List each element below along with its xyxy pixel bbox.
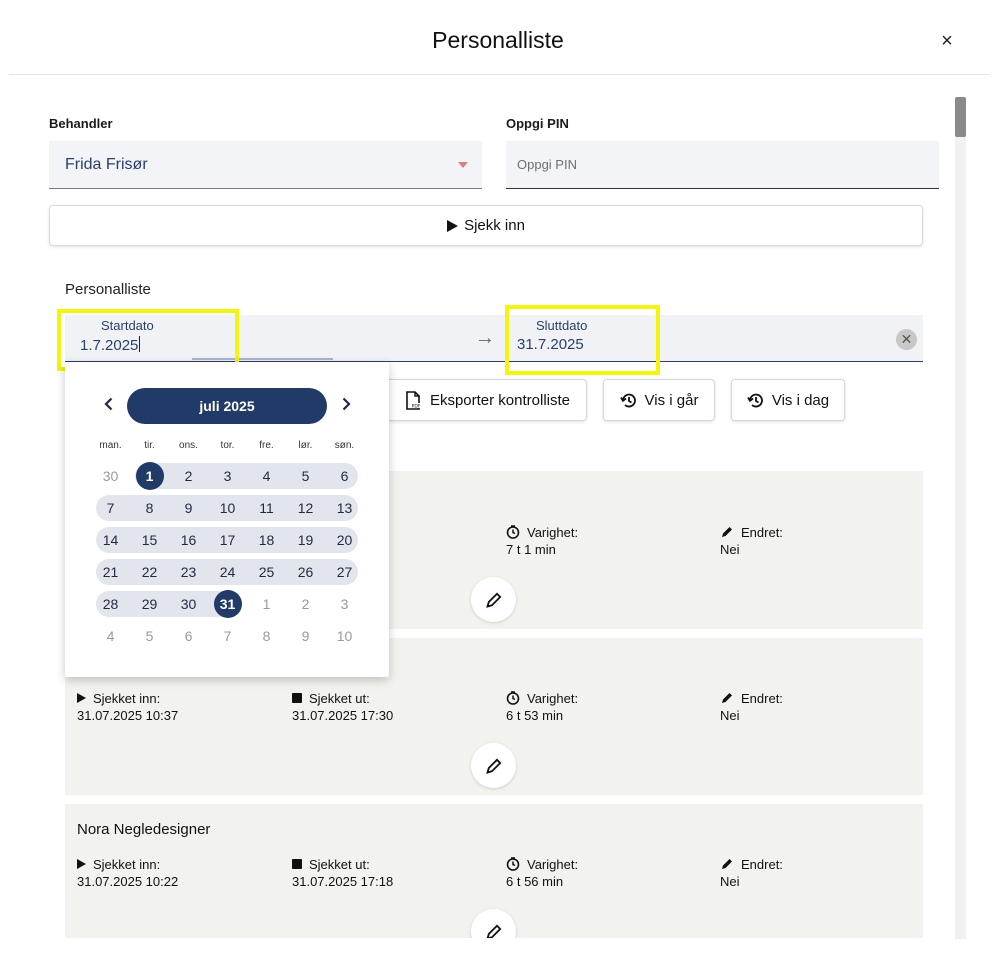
changed-label: Endret: [741,856,783,872]
edit-entry-button[interactable] [471,743,516,788]
calendar-day[interactable]: 22 [141,564,158,580]
duration-column [506,855,578,889]
calendar-day[interactable]: 4 [106,628,115,644]
checked-in-label: Sjekket inn: [93,690,161,706]
check-in-label: Sjekk inn [464,217,525,234]
calendar-day[interactable]: 3 [223,468,232,484]
checked-out-column [292,855,393,889]
timer-icon [506,525,520,539]
duration-column [506,689,578,723]
calendar-day[interactable]: 23 [180,564,197,580]
play-icon [77,859,86,869]
changed-label: Endret: [741,524,783,540]
calendar-day[interactable]: 7 [223,628,232,644]
calendar-day[interactable]: 14 [102,532,119,548]
duration-column [506,523,578,557]
checked-out-value: 31.07.2025 17:18 [292,874,394,889]
export-checklist-label: Eksporter kontrolliste [429,391,570,409]
scrollbar[interactable] [955,97,966,939]
pin-label: Oppgi PIN [506,116,569,131]
calendar-day[interactable]: 12 [297,500,314,516]
clear-icon[interactable]: ✕ [896,329,917,350]
duration-value: 6 t 56 min [506,874,564,889]
calendar-day[interactable]: 2 [301,596,310,612]
calendar-day[interactable]: 9 [184,500,193,516]
end-date-input[interactable]: 31.7.2025 [517,336,584,353]
calendar-day[interactable]: 29 [141,596,158,612]
calendar-day[interactable]: 20 [336,532,353,548]
pencil-icon [720,525,734,539]
history-icon [620,392,637,409]
calendar-day[interactable]: 15 [141,532,158,548]
calendar-day[interactable]: 28 [102,596,119,612]
behandler-label: Behandler [49,116,113,131]
changed-value: Nei [720,542,740,557]
calendar-day[interactable]: 8 [145,500,154,516]
changed-value: Nei [720,708,740,723]
changed-value: Nei [720,874,740,889]
weekday-header: ons. [179,440,198,451]
start-date-label: Startdato [101,318,154,333]
history-icon [747,392,764,409]
calendar-day[interactable]: 1 [262,596,271,612]
pdf-file-icon [405,391,422,410]
calendar-day[interactable]: 19 [297,532,314,548]
calendar-day[interactable]: 6 [340,468,349,484]
modal-title: Personalliste [432,27,564,53]
weekday-header: man. [99,440,122,451]
calendar-day[interactable]: 30 [180,596,197,612]
pencil-icon [485,923,503,939]
weekday-header: tor. [220,440,235,451]
pencil-icon [485,591,503,609]
calendar-day[interactable]: 7 [106,500,115,516]
svg-text:PDF: PDF [411,404,421,409]
calendar-day[interactable]: 3 [340,596,349,612]
behandler-value: Frida Frisør [65,156,148,173]
scrollbar-thumb[interactable] [955,97,966,137]
calendar-day[interactable]: 4 [262,468,271,484]
calendar-day[interactable]: 13 [336,500,353,516]
arrow-right-icon: → [475,327,495,349]
stop-icon [292,693,302,703]
changed-column [720,523,783,557]
checked-in-column [77,855,178,889]
weekday-header: tir. [144,440,155,451]
edit-entry-button[interactable] [471,909,516,938]
calendar-day[interactable]: 30 [102,468,119,484]
behandler-select[interactable] [49,141,482,189]
calendar-day[interactable]: 9 [301,628,310,644]
month-year-button[interactable]: juli 2025 [127,388,327,424]
calendar-day[interactable]: 31 [219,596,236,612]
pencil-icon [485,757,503,775]
duration-value: 6 t 53 min [506,708,564,723]
chevron-left-icon[interactable] [99,394,119,414]
stop-icon [292,859,302,869]
edit-entry-button[interactable] [471,577,516,622]
changed-label: Endret: [741,690,783,706]
checked-in-label: Sjekket inn: [93,856,161,872]
calendar-day[interactable]: 21 [102,564,119,580]
calendar-day[interactable]: 10 [336,628,353,644]
personalliste-title: Personalliste [65,281,151,298]
calendar-day[interactable]: 25 [258,564,275,580]
employee-name: Nora Negledesigner [77,821,211,838]
check-in-button[interactable] [49,205,923,246]
show-yesterday-label: Vis i går [644,391,699,409]
show-today-button[interactable] [731,379,845,421]
date-picker-popup [65,362,389,677]
checked-in-column [77,689,178,723]
changed-column [720,689,783,723]
checked-out-label: Sjekket ut: [309,856,370,872]
header-divider [9,74,989,75]
weekday-header: fre. [259,440,274,451]
checked-out-label: Sjekket ut: [309,690,370,706]
calendar-day[interactable]: 5 [145,628,154,644]
pin-input[interactable] [506,141,939,189]
calendar-day[interactable]: 5 [301,468,310,484]
calendar-day[interactable]: 16 [180,532,197,548]
chevron-right-icon[interactable] [336,394,356,414]
duration-label: Varighet: [527,690,579,706]
calendar-day[interactable]: 24 [219,564,236,580]
end-date-label: Sluttdato [536,318,588,333]
timer-icon [506,857,520,871]
calendar-day[interactable]: 2 [184,468,193,484]
checked-in-value: 31.07.2025 10:37 [77,708,179,723]
calendar-day[interactable]: 27 [336,564,353,580]
duration-label: Varighet: [527,524,579,540]
calendar-day[interactable]: 11 [259,500,274,516]
duration-label: Varighet: [527,856,579,872]
changed-column [720,855,783,889]
end-date-highlight [505,305,660,375]
start-date-value: 1.7.2025 [80,337,139,354]
duration-value: 7 t 1 min [506,542,556,557]
weekday-header: søn. [334,440,355,451]
calendar-day[interactable]: 10 [219,500,236,516]
checked-out-value: 31.07.2025 17:30 [292,708,394,723]
pencil-icon [720,857,734,871]
play-icon [447,220,458,232]
export-checklist-button[interactable] [376,379,587,421]
calendar-day[interactable]: 17 [219,532,236,548]
show-yesterday-button[interactable] [603,379,715,421]
calendar-day[interactable]: 1 [145,468,154,484]
play-icon [77,693,86,703]
entry-card [65,804,923,938]
timer-icon [506,691,520,705]
close-icon[interactable]: × [941,30,953,52]
show-today-label: Vis i dag [771,391,830,409]
checked-in-value: 31.07.2025 10:22 [77,874,179,889]
calendar-day[interactable]: 8 [262,628,271,644]
weekday-header: lør. [298,440,313,451]
caret-down-icon [458,162,468,168]
calendar-day[interactable]: 26 [297,564,314,580]
modal-header [0,0,996,75]
calendar-day[interactable]: 6 [184,628,193,644]
checked-out-column [292,689,393,723]
calendar-day[interactable]: 18 [258,532,275,548]
pencil-icon [720,691,734,705]
